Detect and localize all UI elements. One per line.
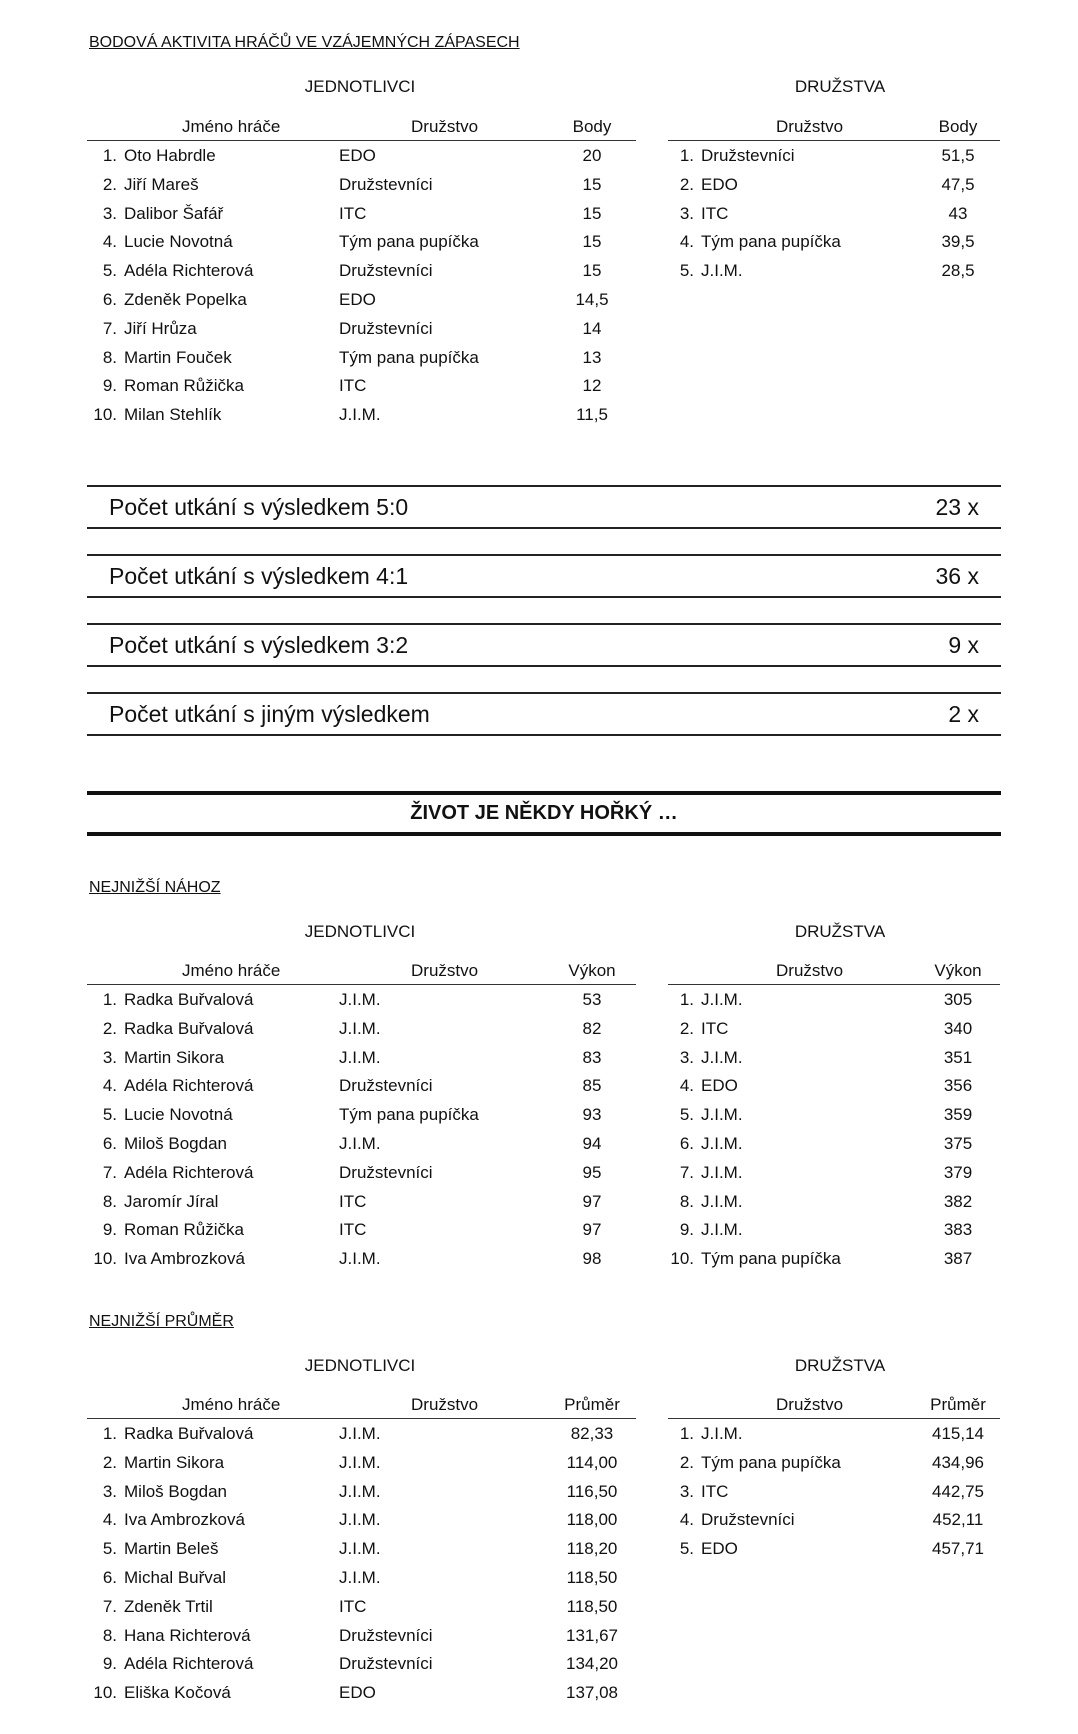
table-row <box>87 1100 636 1129</box>
value: 375 <box>943 1133 973 1153</box>
table-row <box>87 343 636 372</box>
team-name: J.I.M. <box>339 405 381 425</box>
team-name: J.I.M. <box>339 1510 381 1530</box>
table-row <box>87 285 636 314</box>
rank: 5. <box>679 1105 694 1125</box>
teams-heading: DRUŽSTVA <box>794 922 886 941</box>
value: 98 <box>582 1249 602 1269</box>
table-row <box>87 1592 636 1621</box>
table-header <box>668 958 1000 985</box>
column-header-team: Družstvo <box>776 961 844 980</box>
table-row <box>87 256 636 285</box>
table-row <box>668 1158 1000 1187</box>
team-name: ITC <box>701 1481 729 1501</box>
section-title: NEJNIŽŠÍ NÁHOZ <box>89 879 221 896</box>
individuals-table <box>87 1392 636 1707</box>
table-row <box>668 170 1000 199</box>
result-count-label: Počet utkání s jiným výsledkem <box>109 701 430 727</box>
rank: 7. <box>102 1162 117 1182</box>
value: 116,50 <box>566 1481 618 1501</box>
value: 15 <box>582 203 602 223</box>
rank: 2. <box>102 1018 117 1038</box>
value: 114,00 <box>566 1452 618 1472</box>
table-row <box>87 141 636 170</box>
value: 15 <box>582 232 602 252</box>
rank: 3. <box>102 1047 117 1067</box>
section-title: BODOVÁ AKTIVITA HRÁČŮ VE VZÁJEMNÝCH ZÁPASECH <box>89 34 520 51</box>
rank: 9. <box>102 376 117 396</box>
value: 13 <box>582 347 602 367</box>
value: 452,11 <box>932 1510 984 1530</box>
value: 43 <box>948 203 968 223</box>
column-header-value: Průměr <box>930 1395 986 1414</box>
rank: 2. <box>679 174 694 194</box>
team-name: Družstevníci <box>339 174 433 194</box>
team-name: J.I.M. <box>339 1424 381 1443</box>
teams-heading: DRUŽSTVA <box>794 77 886 96</box>
value: 85 <box>582 1076 602 1096</box>
player-name: Radka Buřvalová <box>124 1018 254 1038</box>
value: 14,5 <box>575 289 609 309</box>
rank: 8. <box>679 1191 694 1211</box>
result-count-label: Počet utkání s výsledkem 3:2 <box>109 632 409 658</box>
team-name: EDO <box>701 174 738 194</box>
value: 51,5 <box>941 146 975 165</box>
table-row <box>87 371 636 400</box>
value: 83 <box>582 1047 602 1067</box>
column-header-value: Body <box>572 117 612 136</box>
team-name: Družstevníci <box>339 1076 433 1096</box>
value: 442,75 <box>932 1481 984 1501</box>
result-count-value: 2 x <box>948 701 979 727</box>
team-name: Tým pana pupíčka <box>339 1105 479 1125</box>
value: 415,14 <box>932 1424 984 1443</box>
rank: 4. <box>102 1076 117 1096</box>
rank: 10. <box>93 405 117 425</box>
team-name: J.I.M. <box>339 1567 381 1587</box>
table-row <box>87 1043 636 1072</box>
table-row <box>668 1505 1000 1534</box>
rank: 8. <box>102 347 117 367</box>
team-name: ITC <box>701 1018 729 1038</box>
table-row <box>668 227 1000 256</box>
table-row <box>87 1244 636 1273</box>
rank: 4. <box>102 1510 117 1530</box>
team-name: EDO <box>339 1683 376 1703</box>
table-row <box>87 1419 636 1448</box>
table-row <box>87 1129 636 1158</box>
value: 382 <box>943 1191 973 1211</box>
team-name: J.I.M. <box>339 990 381 1009</box>
value: 97 <box>582 1191 602 1211</box>
team-name: J.I.M. <box>701 261 743 281</box>
table-row <box>87 1621 636 1650</box>
value: 359 <box>943 1105 973 1125</box>
individuals-heading: JEDNOTLIVCI <box>304 77 416 96</box>
result-count-value: 23 x <box>935 494 979 520</box>
table-row <box>668 1448 1000 1477</box>
value: 12 <box>582 376 602 396</box>
table-row <box>668 1014 1000 1043</box>
teams-table <box>668 1392 1000 1563</box>
team-name: Tým pana pupíčka <box>339 232 479 252</box>
value: 457,71 <box>932 1539 984 1559</box>
column-header-team: Družstvo <box>776 117 844 136</box>
rank: 5. <box>102 1539 117 1559</box>
individuals-heading: JEDNOTLIVCI <box>304 922 416 941</box>
result-count-row <box>87 554 1001 598</box>
teams-table <box>668 114 1000 285</box>
value: 82,33 <box>570 1424 614 1443</box>
value: 387 <box>943 1249 973 1269</box>
column-header-name: Jméno hráče <box>182 117 281 136</box>
team-name: J.I.M. <box>339 1133 381 1153</box>
column-header-name: Jméno hráče <box>182 1395 281 1414</box>
player-name: Roman Růžička <box>124 1220 244 1240</box>
value: 383 <box>943 1220 973 1240</box>
player-name: Zdeněk Popelka <box>124 289 247 309</box>
table-row <box>87 1215 636 1244</box>
table-row <box>668 141 1000 170</box>
rank: 7. <box>679 1162 694 1182</box>
table-row <box>87 985 636 1014</box>
table-row <box>87 1071 636 1100</box>
rank: 5. <box>102 261 117 281</box>
team-name: Družstevníci <box>339 1162 433 1182</box>
player-name: Radka Buřvalová <box>124 1424 254 1443</box>
team-name: Družstevníci <box>339 261 433 281</box>
team-name: J.I.M. <box>701 1133 743 1153</box>
player-name: Iva Ambrozková <box>124 1249 245 1269</box>
value: 93 <box>582 1105 602 1125</box>
table-row <box>87 314 636 343</box>
rank: 9. <box>679 1220 694 1240</box>
player-name: Jaromír Jíral <box>124 1191 219 1211</box>
player-name: Lucie Novotná <box>124 1105 233 1125</box>
result-count-label: Počet utkání s výsledkem 4:1 <box>109 563 409 589</box>
value: 118,50 <box>566 1567 618 1587</box>
table-row <box>87 199 636 228</box>
value: 137,08 <box>566 1683 618 1703</box>
result-count-value: 36 x <box>935 563 979 589</box>
table-row <box>87 1678 636 1707</box>
rank: 9. <box>102 1220 117 1240</box>
rank: 6. <box>102 289 117 309</box>
rank: 3. <box>679 1047 694 1067</box>
individuals-heading: JEDNOTLIVCI <box>304 1356 416 1375</box>
teams-heading: DRUŽSTVA <box>794 1356 886 1375</box>
value: 351 <box>943 1047 973 1067</box>
table-row <box>668 1129 1000 1158</box>
team-name: Tým pana pupíčka <box>701 1452 841 1472</box>
rank: 5. <box>102 1105 117 1125</box>
team-name: J.I.M. <box>701 990 743 1009</box>
team-name: Družstevníci <box>339 318 433 338</box>
value: 97 <box>582 1220 602 1240</box>
player-name: Zdeněk Trtil <box>124 1596 213 1616</box>
value: 95 <box>582 1162 602 1182</box>
team-name: EDO <box>701 1076 738 1096</box>
team-name: ITC <box>339 376 367 396</box>
rank: 3. <box>679 1481 694 1501</box>
team-name: EDO <box>339 289 376 309</box>
player-name: Jiří Hrůza <box>124 318 197 338</box>
rank: 8. <box>102 1191 117 1211</box>
value: 118,50 <box>566 1596 618 1616</box>
value: 15 <box>582 261 602 281</box>
team-name: J.I.M. <box>701 1424 743 1443</box>
player-name: Jiří Mareš <box>124 174 199 194</box>
table-header <box>668 114 1000 141</box>
table-row <box>87 1477 636 1506</box>
table-row <box>668 1043 1000 1072</box>
player-name: Dalibor Šafář <box>124 203 224 223</box>
column-header-value: Průměr <box>564 1395 620 1414</box>
value: 14 <box>582 318 602 338</box>
result-count-row <box>87 692 1001 736</box>
result-count-row <box>87 485 1001 529</box>
team-name: J.I.M. <box>339 1452 381 1472</box>
rank: 10. <box>670 1249 694 1269</box>
value: 20 <box>582 146 602 165</box>
value: 131,67 <box>566 1625 618 1645</box>
rank: 8. <box>102 1625 117 1645</box>
rank: 1. <box>102 1424 117 1443</box>
rank: 1. <box>102 146 117 165</box>
team-name: Tým pana pupíčka <box>339 347 479 367</box>
player-name: Miloš Bogdan <box>124 1133 228 1153</box>
team-name: J.I.M. <box>339 1249 381 1269</box>
rank: 10. <box>93 1249 117 1269</box>
player-name: Radka Buřvalová <box>124 990 254 1009</box>
value: 82 <box>582 1018 602 1038</box>
team-name: J.I.M. <box>701 1105 743 1125</box>
table-row <box>668 1071 1000 1100</box>
section-title: NEJNIŽŠÍ PRŮMĚR <box>89 1313 234 1330</box>
result-count-value: 9 x <box>948 632 979 658</box>
table-row <box>87 1187 636 1216</box>
value: 39,5 <box>941 232 975 252</box>
player-name: Hana Richterová <box>124 1625 251 1645</box>
team-name: Družstevníci <box>339 1625 433 1645</box>
player-name: Martin Beleš <box>124 1539 219 1559</box>
rank: 1. <box>679 990 694 1009</box>
rank: 7. <box>102 318 117 338</box>
table-header <box>87 958 636 985</box>
team-name: Družstevníci <box>701 1510 795 1530</box>
teams-table <box>668 958 1000 1273</box>
rank: 6. <box>102 1133 117 1153</box>
rank: 4. <box>102 232 117 252</box>
team-name: EDO <box>339 146 376 165</box>
rank: 2. <box>102 1452 117 1472</box>
player-name: Roman Růžička <box>124 376 244 396</box>
player-name: Martin Sikora <box>124 1452 225 1472</box>
value: 340 <box>943 1018 973 1038</box>
value: 134,20 <box>566 1654 618 1674</box>
rank: 1. <box>679 146 694 165</box>
player-name: Miloš Bogdan <box>124 1481 228 1501</box>
value: 28,5 <box>941 261 975 281</box>
team-name: J.I.M. <box>339 1018 381 1038</box>
column-header-team: Družstvo <box>776 1395 844 1414</box>
player-name: Adéla Richterová <box>124 1076 254 1096</box>
result-count-row <box>87 623 1001 667</box>
team-name: J.I.M. <box>701 1162 743 1182</box>
rank: 4. <box>679 1076 694 1096</box>
team-name: Tým pana pupíčka <box>701 1249 841 1269</box>
rank: 7. <box>102 1596 117 1616</box>
column-header-team: Družstvo <box>411 117 479 136</box>
team-name: Družstevníci <box>339 1654 433 1674</box>
rank: 5. <box>679 261 694 281</box>
value: 305 <box>943 990 973 1009</box>
table-row <box>87 227 636 256</box>
team-name: ITC <box>339 1220 367 1240</box>
table-row <box>87 400 636 429</box>
player-name: Michal Buřval <box>124 1567 227 1587</box>
player-name: Milan Stehlík <box>124 405 222 425</box>
table-row <box>668 1419 1000 1448</box>
result-count-label: Počet utkání s výsledkem 5:0 <box>109 494 409 520</box>
player-name: Martin Sikora <box>124 1047 225 1067</box>
rank: 9. <box>102 1654 117 1674</box>
table-header <box>87 114 636 141</box>
player-name: Adéla Richterová <box>124 261 254 281</box>
player-name: Lucie Novotná <box>124 232 233 252</box>
banner-heading: ŽIVOT JE NĚKDY HOŘKÝ … <box>87 791 1001 836</box>
player-name: Oto Habrdle <box>124 146 216 165</box>
team-name: J.I.M. <box>701 1191 743 1211</box>
column-header-name: Jméno hráče <box>182 961 281 980</box>
team-name: ITC <box>339 1191 367 1211</box>
rank: 3. <box>102 1481 117 1501</box>
table-row <box>668 1215 1000 1244</box>
player-name: Martin Fouček <box>124 347 232 367</box>
rank: 1. <box>679 1424 694 1443</box>
value: 47,5 <box>941 174 975 194</box>
value: 356 <box>943 1076 973 1096</box>
value: 94 <box>582 1133 602 1153</box>
column-header-value: Výkon <box>934 961 982 980</box>
player-name: Adéla Richterová <box>124 1654 254 1674</box>
team-name: Tým pana pupíčka <box>701 232 841 252</box>
column-header-value: Body <box>938 117 978 136</box>
player-name: Eliška Kočová <box>124 1683 231 1703</box>
table-row <box>87 1158 636 1187</box>
rank: 3. <box>102 203 117 223</box>
rank: 2. <box>102 174 117 194</box>
table-row <box>87 170 636 199</box>
rank: 6. <box>102 1567 117 1587</box>
table-row <box>668 1477 1000 1506</box>
rank: 2. <box>679 1452 694 1472</box>
rank: 10. <box>93 1683 117 1703</box>
team-name: J.I.M. <box>701 1047 743 1067</box>
table-row <box>87 1448 636 1477</box>
individuals-table <box>87 958 636 1273</box>
table-row <box>668 199 1000 228</box>
value: 118,20 <box>566 1539 618 1559</box>
rank: 3. <box>679 203 694 223</box>
value: 434,96 <box>932 1452 984 1472</box>
column-header-team: Družstvo <box>411 961 479 980</box>
value: 53 <box>582 990 602 1009</box>
table-row <box>87 1649 636 1678</box>
team-name: J.I.M. <box>339 1539 381 1559</box>
table-row <box>668 256 1000 285</box>
player-name: Adéla Richterová <box>124 1162 254 1182</box>
team-name: EDO <box>701 1539 738 1559</box>
rank: 5. <box>679 1539 694 1559</box>
table-header <box>668 1392 1000 1419</box>
table-row <box>668 1534 1000 1563</box>
table-row <box>87 1505 636 1534</box>
rank: 4. <box>679 232 694 252</box>
table-row <box>87 1563 636 1592</box>
table-row <box>668 1100 1000 1129</box>
value: 11,5 <box>576 405 608 425</box>
player-name: Iva Ambrozková <box>124 1510 245 1530</box>
column-header-team: Družstvo <box>411 1395 479 1414</box>
value: 15 <box>582 174 602 194</box>
value: 118,00 <box>566 1510 618 1530</box>
column-header-value: Výkon <box>568 961 616 980</box>
team-name: J.I.M. <box>339 1481 381 1501</box>
table-row <box>87 1534 636 1563</box>
team-name: ITC <box>701 203 729 223</box>
team-name: ITC <box>339 203 367 223</box>
rank: 1. <box>102 990 117 1009</box>
team-name: J.I.M. <box>339 1047 381 1067</box>
table-row <box>668 985 1000 1014</box>
team-name: Družstevníci <box>701 146 795 165</box>
rank: 2. <box>679 1018 694 1038</box>
table-header <box>87 1392 636 1419</box>
value: 379 <box>943 1162 973 1182</box>
rank: 6. <box>679 1133 694 1153</box>
table-row <box>668 1244 1000 1273</box>
table-row <box>668 1187 1000 1216</box>
team-name: ITC <box>339 1596 367 1616</box>
team-name: J.I.M. <box>701 1220 743 1240</box>
individuals-table <box>87 114 636 429</box>
rank: 4. <box>679 1510 694 1530</box>
table-row <box>87 1014 636 1043</box>
